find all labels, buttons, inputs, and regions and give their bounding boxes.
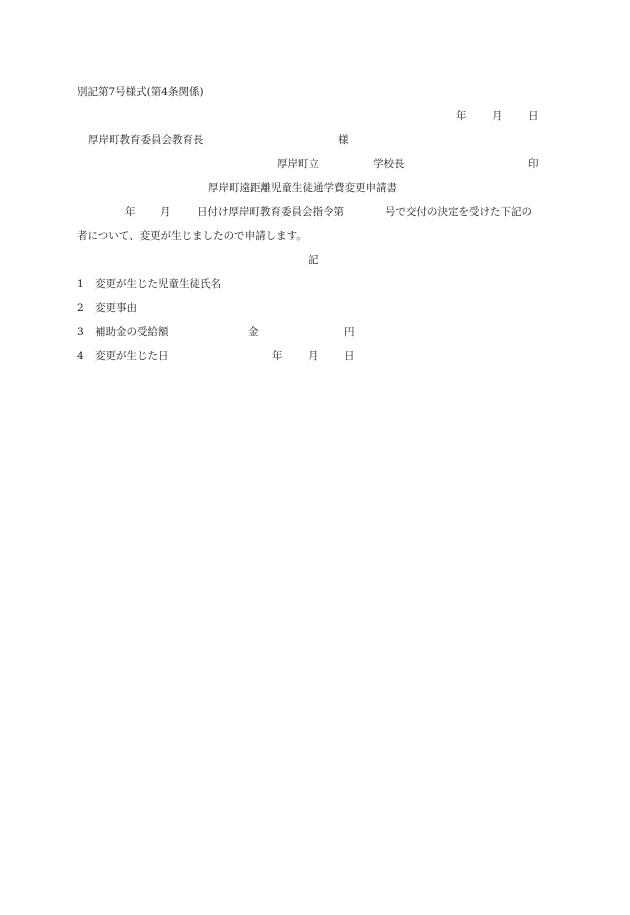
addressee-name: 厚岸町教育委員会教育長: [88, 134, 204, 146]
item-4-day: 日: [344, 350, 355, 362]
item-3-label: 補助金の受給額: [95, 326, 169, 338]
body-number-rest: 号で交付の決定を受けた下記の: [385, 206, 532, 218]
applicant-school-prefix: 厚岸町立: [277, 158, 319, 170]
item-1-label: 変更が生じた児童生徒氏名: [95, 278, 221, 290]
form-label: 別記第7号様式(第4条関係): [77, 86, 204, 98]
document-title: 厚岸町遠距離児童生徒通学費変更申請書: [208, 182, 397, 194]
item-1-number: 1: [77, 278, 84, 290]
item-4-month: 月: [308, 350, 319, 362]
body-dated-instruction: 日付け厚岸町教育委員会指令第: [197, 206, 344, 218]
item-2-label: 変更事由: [95, 302, 137, 314]
item-2-number: 2: [77, 302, 84, 314]
item-4-label: 変更が生じた日: [95, 350, 169, 362]
body-year-label: 年: [125, 206, 136, 218]
item-3-number: 3: [77, 326, 84, 338]
applicant-seal: 印: [528, 158, 539, 170]
date-month-label: 月: [492, 110, 503, 122]
date-day-label: 日: [528, 110, 539, 122]
item-3-yen: 円: [344, 326, 355, 338]
addressee-honorific: 様: [338, 134, 349, 146]
body-month-label: 月: [160, 206, 171, 218]
ki-heading: 記: [308, 254, 319, 266]
item-4-number: 4: [77, 350, 84, 362]
item-4-year: 年: [272, 350, 283, 362]
body-line-2: 者について、変更が生じましたので申請します。: [77, 230, 307, 242]
date-year-label: 年: [456, 110, 467, 122]
applicant-title: 学校長: [373, 158, 405, 170]
item-3-kin: 金: [248, 326, 259, 338]
